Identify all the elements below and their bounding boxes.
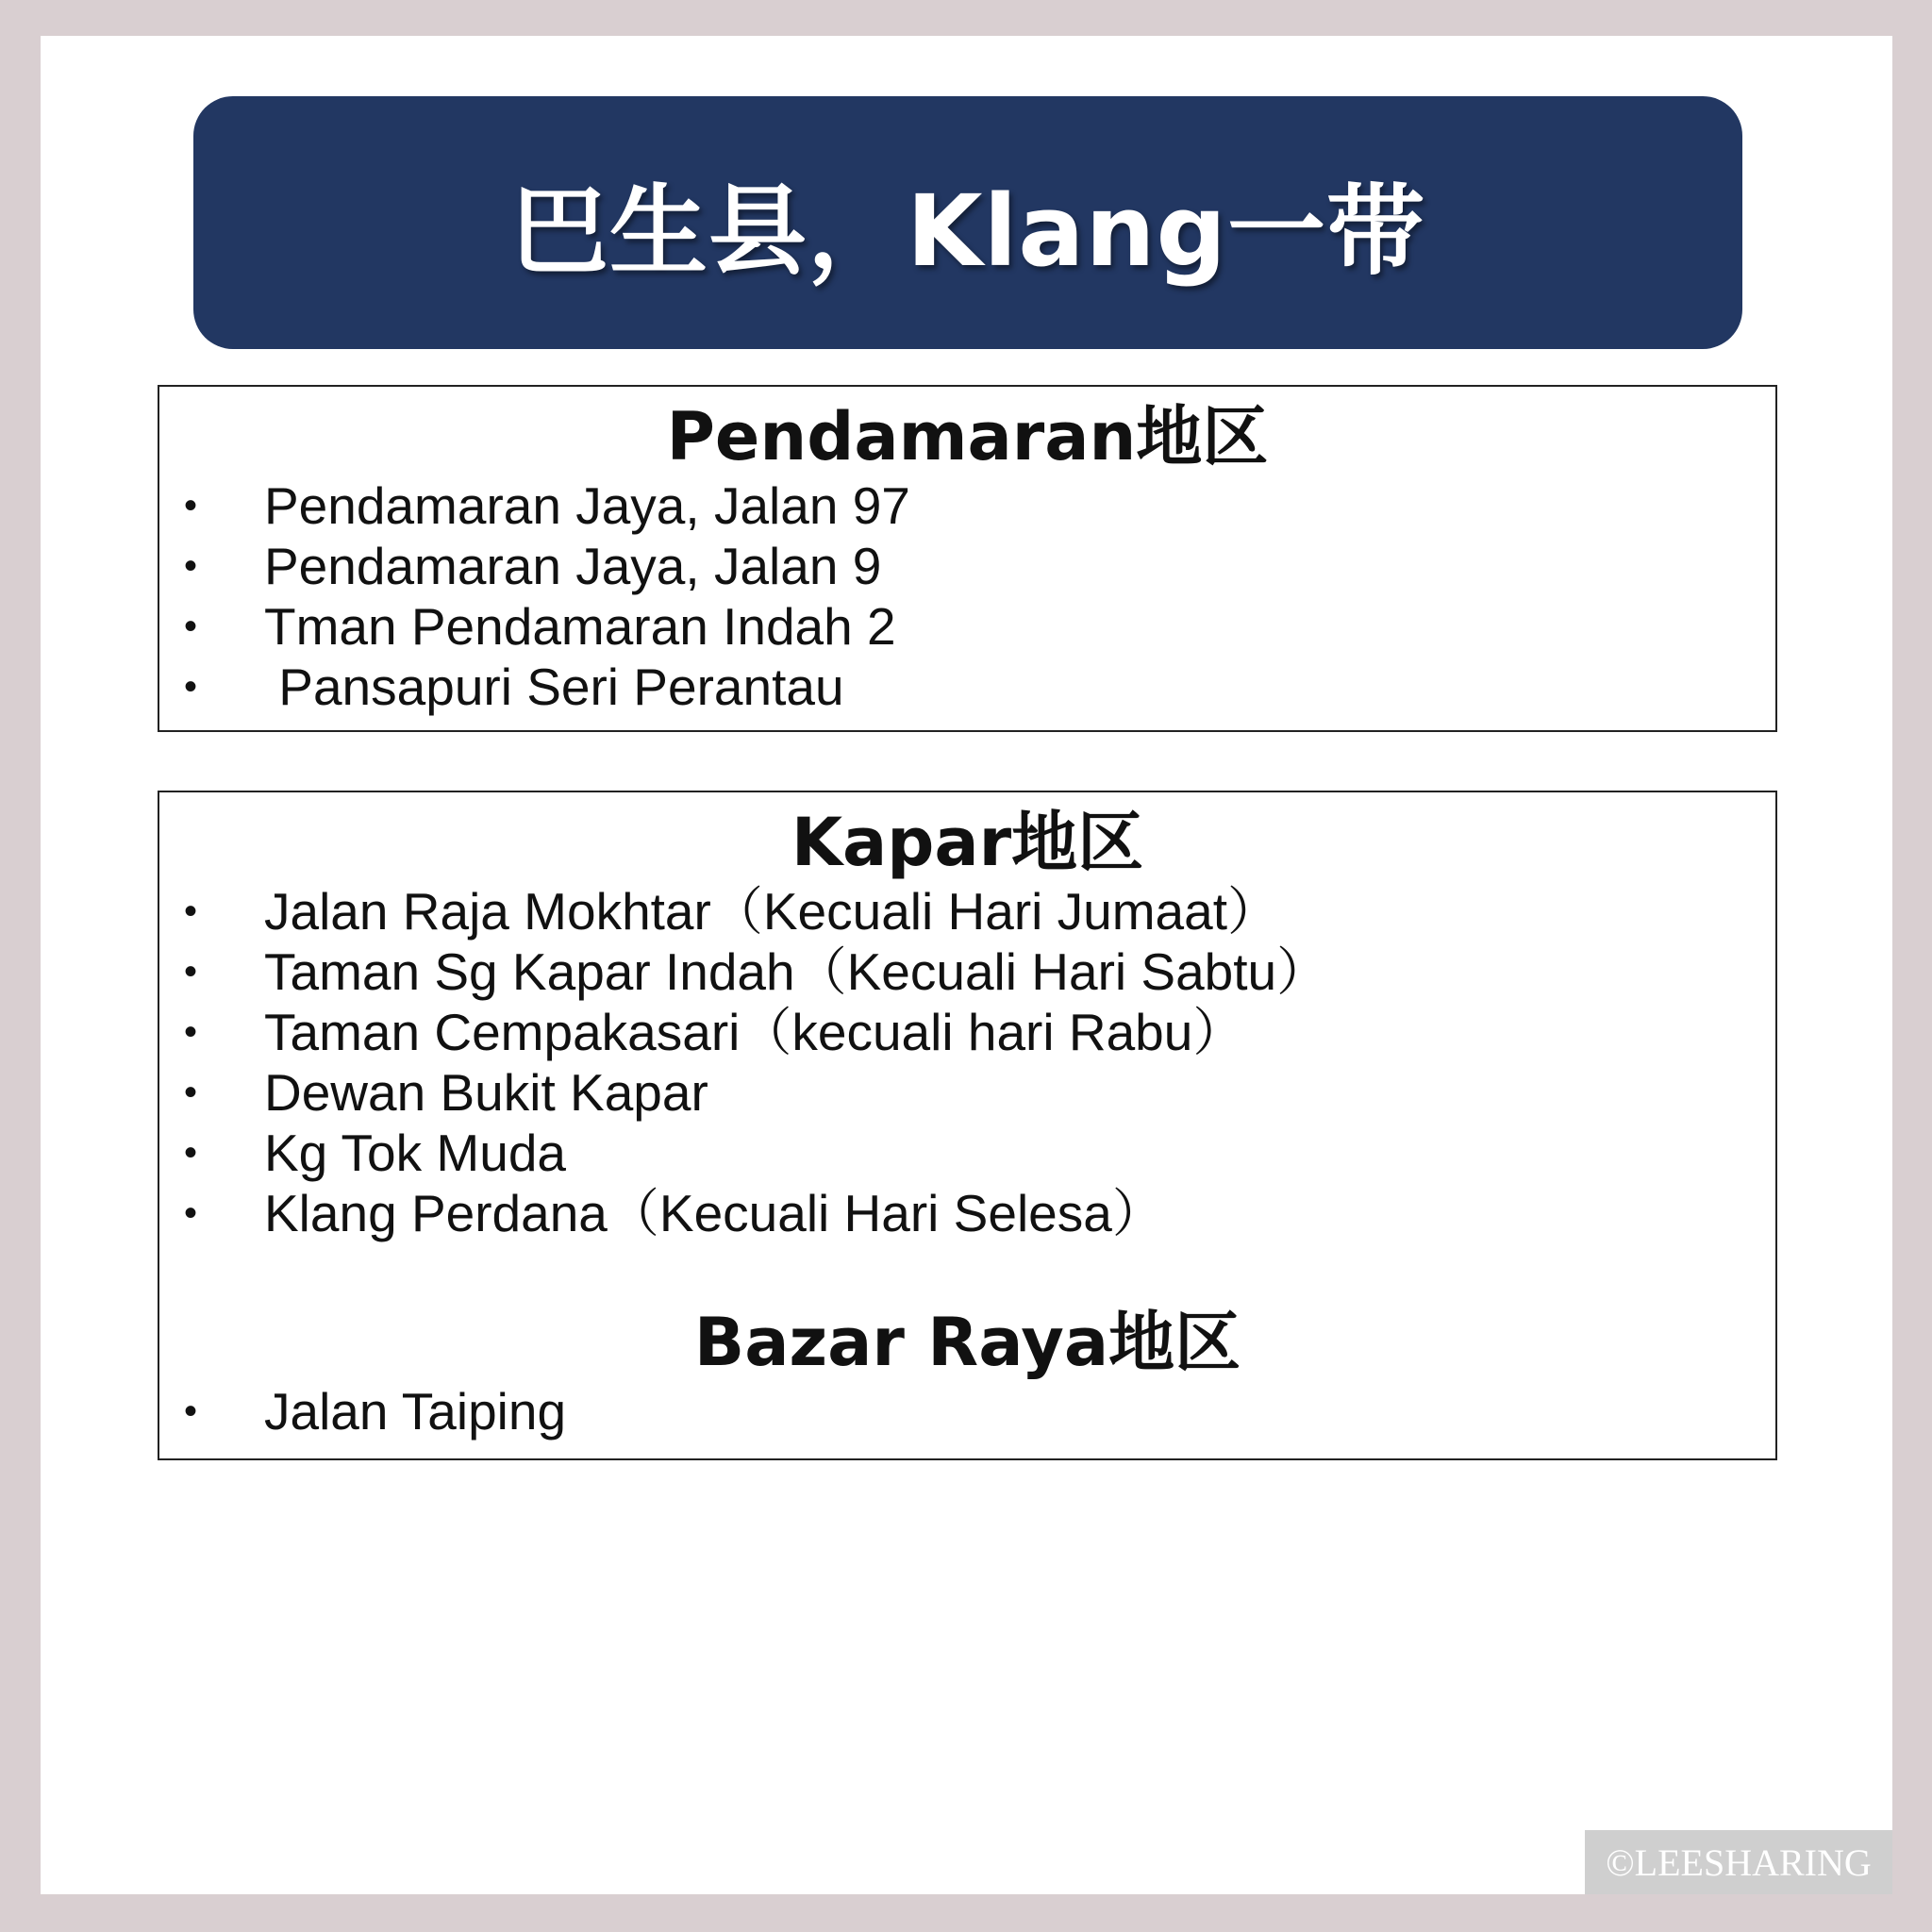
list-item-text: Pendamaran Jaya, Jalan 97: [264, 476, 910, 535]
location-list-kapar: [159, 881, 1775, 1243]
header-banner: [193, 96, 1742, 349]
list-item-text: Pansapuri Seri Perantau: [264, 658, 844, 716]
list-item-text: Jalan Raja Mokhtar（Kecuali Hari Jumaat）: [264, 882, 1279, 941]
list-item: [159, 881, 1775, 941]
list-item-text: Klang Perdana（Kecuali Hari Selesa）: [264, 1184, 1164, 1242]
bullet-icon: •: [184, 606, 198, 647]
list-item: [159, 1002, 1775, 1062]
watermark-text: ©LEESHARING: [1606, 1840, 1872, 1884]
bullet-icon: •: [184, 545, 198, 587]
section-box-pendamaran: [158, 385, 1777, 732]
list-item-text: Jalan Taiping: [264, 1382, 567, 1441]
watermark: [1585, 1830, 1892, 1894]
list-item: [159, 596, 1775, 657]
bullet-icon: •: [184, 1011, 198, 1053]
bullet-icon: •: [184, 891, 198, 932]
location-list-bazar-raya: [159, 1381, 1775, 1441]
bullet-icon: •: [184, 1192, 198, 1234]
list-item-text: Tman Pendamaran Indah 2: [264, 597, 896, 656]
list-item-text: Dewan Bukit Kapar: [264, 1063, 708, 1122]
bullet-icon: •: [184, 1072, 198, 1113]
list-item: [159, 536, 1775, 596]
list-item: [159, 657, 1775, 717]
list-item-text: Taman Sg Kapar Indah（Kecuali Hari Sabtu）: [264, 942, 1329, 1001]
bullet-icon: •: [184, 485, 198, 526]
bullet-icon: •: [184, 666, 198, 708]
location-list-pendamaran: [159, 475, 1775, 717]
section-heading-kapar: Kapar地区: [791, 804, 1144, 881]
section-box-kapar: [158, 791, 1777, 1460]
list-item: [159, 1062, 1775, 1123]
list-item: [159, 1123, 1775, 1183]
list-item: [159, 941, 1775, 1002]
list-item-text: Pendamaran Jaya, Jalan 9: [264, 537, 882, 595]
list-item: [159, 1183, 1775, 1243]
section-heading-pendamaran: Pendamaran地区: [666, 398, 1269, 475]
section-heading-bazar-raya: Bazar Raya地区: [693, 1304, 1241, 1381]
list-item: [159, 1381, 1775, 1441]
list-item: [159, 475, 1775, 536]
page-title: 巴生县，Klang一带: [510, 174, 1425, 289]
list-item-text: Taman Cempakasari（kecuali hari Rabu）: [264, 1003, 1245, 1061]
bullet-icon: •: [184, 951, 198, 992]
bullet-icon: •: [184, 1132, 198, 1174]
list-item-text: Kg Tok Muda: [264, 1124, 567, 1182]
bullet-icon: •: [184, 1391, 198, 1432]
page: [41, 36, 1892, 1894]
